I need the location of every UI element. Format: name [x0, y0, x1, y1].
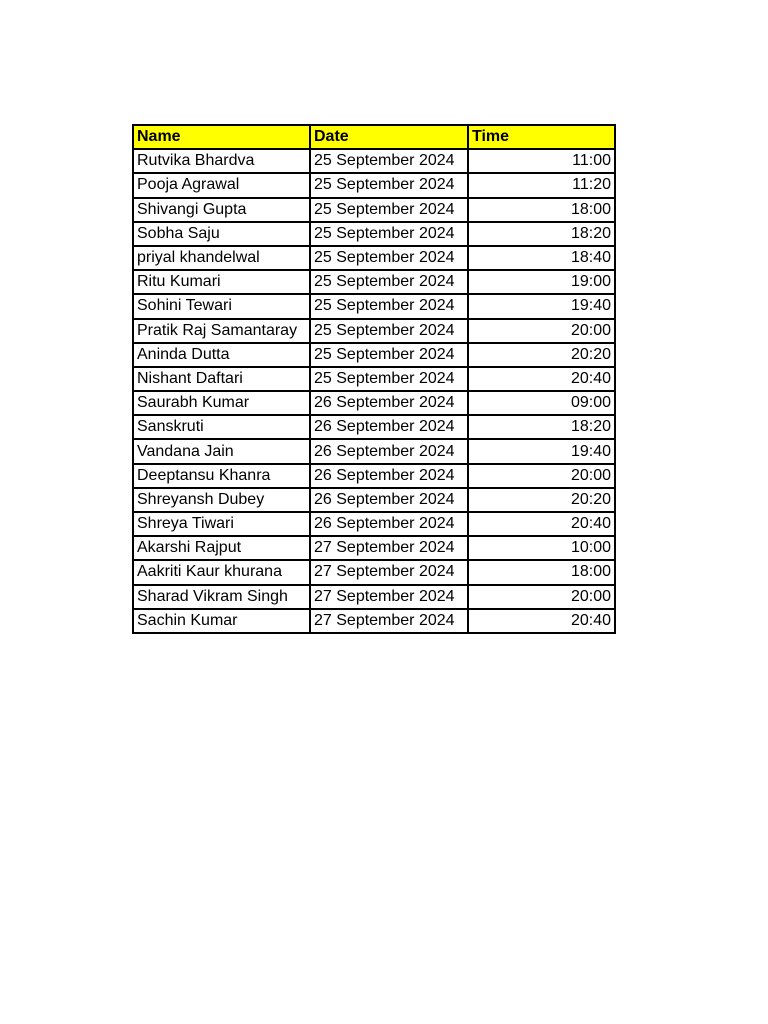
time-cell: 19:40	[468, 294, 615, 318]
name-cell: Sobha Saju	[133, 222, 310, 246]
table-row	[133, 343, 615, 367]
name-cell: Ritu Kumari	[133, 270, 310, 294]
time-cell: 20:00	[468, 319, 615, 343]
time-cell: 18:00	[468, 198, 615, 222]
name-cell: Rutvika Bhardva	[133, 149, 310, 173]
date-cell: 25 September 2024	[310, 270, 468, 294]
name-cell: Shreya Tiwari	[133, 512, 310, 536]
name-cell: Saurabh Kumar	[133, 391, 310, 415]
table-row	[133, 609, 615, 633]
time-cell: 18:20	[468, 415, 615, 439]
table-row	[133, 173, 615, 197]
name-cell: Deeptansu Khanra	[133, 464, 310, 488]
table-row	[133, 319, 615, 343]
header-time: Time	[468, 125, 615, 149]
time-cell: 18:40	[468, 246, 615, 270]
name-cell: Aninda Dutta	[133, 343, 310, 367]
table-row	[133, 488, 615, 512]
date-cell: 25 September 2024	[310, 246, 468, 270]
date-cell: 26 September 2024	[310, 391, 468, 415]
time-cell: 20:40	[468, 609, 615, 633]
date-cell: 26 September 2024	[310, 488, 468, 512]
time-cell: 19:40	[468, 439, 615, 463]
table-row	[133, 415, 615, 439]
time-cell: 20:20	[468, 343, 615, 367]
name-cell: priyal khandelwal	[133, 246, 310, 270]
date-cell: 25 September 2024	[310, 173, 468, 197]
date-cell: 25 September 2024	[310, 367, 468, 391]
table-row	[133, 391, 615, 415]
header-name: Name	[133, 125, 310, 149]
name-cell: Nishant Daftari	[133, 367, 310, 391]
table-row	[133, 536, 615, 560]
header-date: Date	[310, 125, 468, 149]
table-row	[133, 222, 615, 246]
date-cell: 26 September 2024	[310, 464, 468, 488]
time-cell: 19:00	[468, 270, 615, 294]
date-cell: 25 September 2024	[310, 198, 468, 222]
time-cell: 20:00	[468, 464, 615, 488]
date-cell: 25 September 2024	[310, 319, 468, 343]
date-cell: 27 September 2024	[310, 560, 468, 584]
date-cell: 27 September 2024	[310, 609, 468, 633]
date-cell: 26 September 2024	[310, 439, 468, 463]
name-cell: Pooja Agrawal	[133, 173, 310, 197]
date-cell: 25 September 2024	[310, 149, 468, 173]
time-cell: 20:20	[468, 488, 615, 512]
date-cell: 26 September 2024	[310, 512, 468, 536]
table-row	[133, 560, 615, 584]
name-cell: Sohini Tewari	[133, 294, 310, 318]
table-row	[133, 512, 615, 536]
date-cell: 27 September 2024	[310, 536, 468, 560]
schedule-table	[132, 124, 616, 634]
time-cell: 20:00	[468, 585, 615, 609]
table-row	[133, 246, 615, 270]
table-row	[133, 294, 615, 318]
name-cell: Sharad Vikram Singh	[133, 585, 310, 609]
name-cell: Sanskruti	[133, 415, 310, 439]
name-cell: Shivangi Gupta	[133, 198, 310, 222]
table-row	[133, 367, 615, 391]
name-cell: Akarshi Rajput	[133, 536, 310, 560]
time-cell: 20:40	[468, 367, 615, 391]
table-row	[133, 464, 615, 488]
time-cell: 18:20	[468, 222, 615, 246]
time-cell: 10:00	[468, 536, 615, 560]
time-cell: 11:20	[468, 173, 615, 197]
date-cell: 26 September 2024	[310, 415, 468, 439]
date-cell: 25 September 2024	[310, 343, 468, 367]
date-cell: 25 September 2024	[310, 222, 468, 246]
name-cell: Aakriti Kaur khurana	[133, 560, 310, 584]
table-row	[133, 439, 615, 463]
table-row	[133, 270, 615, 294]
name-cell: Vandana Jain	[133, 439, 310, 463]
table-row	[133, 198, 615, 222]
name-cell: Pratik Raj Samantaray	[133, 319, 310, 343]
table-row	[133, 585, 615, 609]
name-cell: Sachin Kumar	[133, 609, 310, 633]
date-cell: 25 September 2024	[310, 294, 468, 318]
time-cell: 09:00	[468, 391, 615, 415]
table-body	[133, 149, 615, 633]
date-cell: 27 September 2024	[310, 585, 468, 609]
table-row	[133, 149, 615, 173]
header-row	[133, 125, 615, 149]
time-cell: 18:00	[468, 560, 615, 584]
name-cell: Shreyansh Dubey	[133, 488, 310, 512]
time-cell: 20:40	[468, 512, 615, 536]
time-cell: 11:00	[468, 149, 615, 173]
